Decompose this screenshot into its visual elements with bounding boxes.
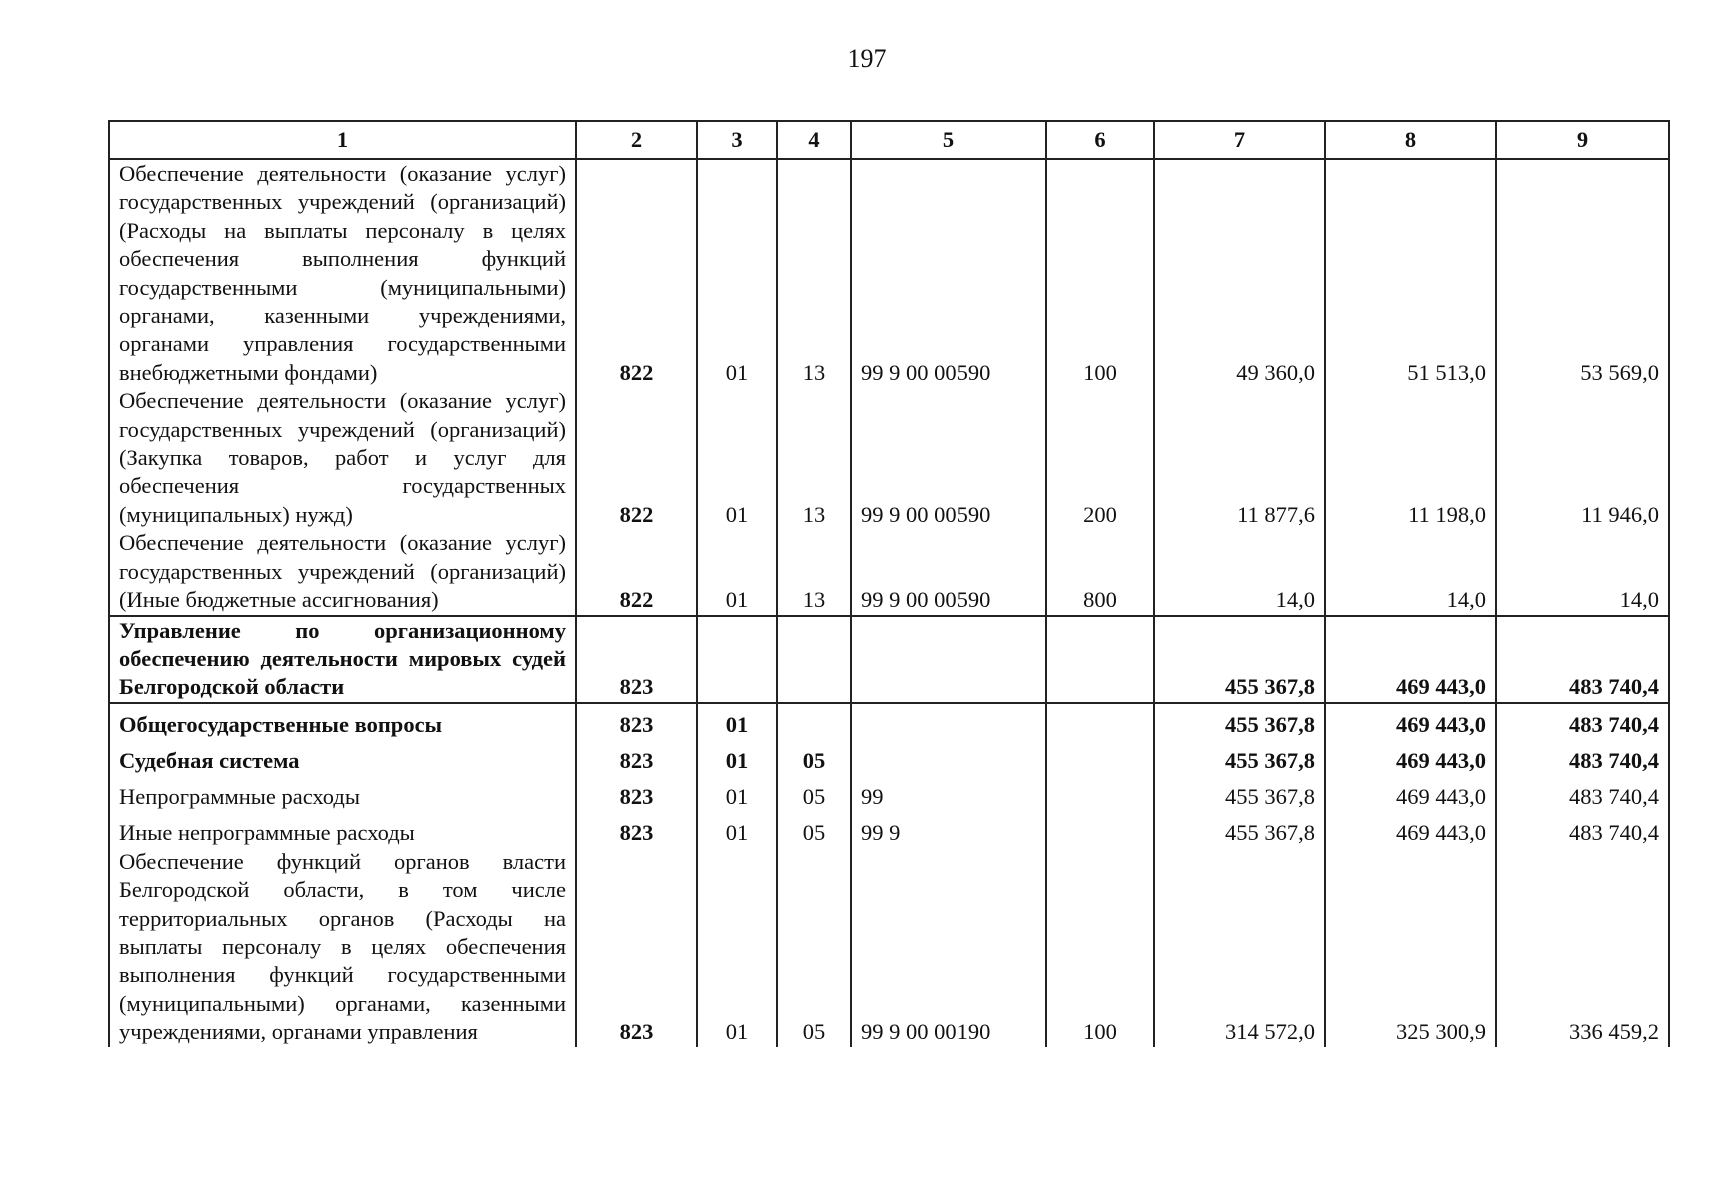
row-target-article <box>851 740 1046 776</box>
table-row <box>109 616 1669 703</box>
row-name: Непрограммные расходы <box>109 776 576 812</box>
row-expense-type <box>1046 776 1154 812</box>
row-section: 01 <box>697 529 777 615</box>
row-subsection <box>777 616 851 703</box>
row-name: Обеспечение деятельности (оказание услуг) государственных учреждений (организаций) (Иные бюджетные ассигнования) <box>109 529 576 615</box>
row-admin-code: 822 <box>576 529 697 615</box>
row-subsection: 13 <box>777 159 851 387</box>
row-admin-code: 823 <box>576 740 697 776</box>
table-row <box>109 776 1669 812</box>
table-row <box>109 387 1669 529</box>
row-subsection: 13 <box>777 387 851 529</box>
row-section: 01 <box>697 159 777 387</box>
row-name: Иные непрограммные расходы <box>109 812 576 848</box>
row-section <box>697 616 777 703</box>
row-amount-year-3: 483 740,4 <box>1496 812 1669 848</box>
header-col-9: 9 <box>1496 121 1669 159</box>
header-col-6: 6 <box>1046 121 1154 159</box>
row-expense-type: 100 <box>1046 848 1154 1047</box>
table-row <box>109 529 1669 615</box>
header-col-3: 3 <box>697 121 777 159</box>
table-row <box>109 740 1669 776</box>
row-expense-type: 200 <box>1046 387 1154 529</box>
row-amount-year-3: 14,0 <box>1496 529 1669 615</box>
row-subsection: 05 <box>777 740 851 776</box>
row-amount-year-3: 483 740,4 <box>1496 703 1669 740</box>
row-admin-code: 823 <box>576 776 697 812</box>
budget-table <box>108 120 1670 1047</box>
row-amount-year-3: 53 569,0 <box>1496 159 1669 387</box>
row-expense-type <box>1046 740 1154 776</box>
table-row <box>109 848 1669 1047</box>
row-target-article <box>851 616 1046 703</box>
row-amount-year-2: 469 443,0 <box>1325 812 1496 848</box>
row-target-article: 99 9 <box>851 812 1046 848</box>
row-amount-year-2: 469 443,0 <box>1325 740 1496 776</box>
header-col-2: 2 <box>576 121 697 159</box>
row-admin-code: 822 <box>576 159 697 387</box>
row-expense-type <box>1046 812 1154 848</box>
header-col-4: 4 <box>777 121 851 159</box>
row-section: 01 <box>697 703 777 740</box>
table-row <box>109 812 1669 848</box>
row-target-article: 99 9 00 00590 <box>851 387 1046 529</box>
row-expense-type: 100 <box>1046 159 1154 387</box>
row-amount-year-2: 14,0 <box>1325 529 1496 615</box>
table-row <box>109 159 1669 387</box>
row-admin-code: 823 <box>576 703 697 740</box>
row-section: 01 <box>697 776 777 812</box>
row-subsection: 13 <box>777 529 851 615</box>
row-admin-code: 823 <box>576 848 697 1047</box>
row-amount-year-3: 483 740,4 <box>1496 776 1669 812</box>
header-row <box>109 121 1669 159</box>
row-amount-year-2: 11 198,0 <box>1325 387 1496 529</box>
row-expense-type: 800 <box>1046 529 1154 615</box>
row-admin-code: 823 <box>576 812 697 848</box>
row-amount-year-1: 455 367,8 <box>1154 703 1325 740</box>
row-name: Судебная система <box>109 740 576 776</box>
row-amount-year-1: 455 367,8 <box>1154 616 1325 703</box>
page-number: 197 <box>847 44 887 73</box>
row-amount-year-1: 14,0 <box>1154 529 1325 615</box>
row-amount-year-2: 469 443,0 <box>1325 776 1496 812</box>
row-section: 01 <box>697 740 777 776</box>
row-amount-year-2: 469 443,0 <box>1325 703 1496 740</box>
row-target-article: 99 9 00 00190 <box>851 848 1046 1047</box>
header-col-7: 7 <box>1154 121 1325 159</box>
row-admin-code: 822 <box>576 387 697 529</box>
row-amount-year-3: 11 946,0 <box>1496 387 1669 529</box>
table-row <box>109 703 1669 740</box>
row-section: 01 <box>697 848 777 1047</box>
row-amount-year-2: 51 513,0 <box>1325 159 1496 387</box>
row-target-article <box>851 703 1046 740</box>
row-target-article: 99 9 00 00590 <box>851 529 1046 615</box>
header-col-1: 1 <box>109 121 576 159</box>
row-amount-year-2: 469 443,0 <box>1325 616 1496 703</box>
row-amount-year-1: 455 367,8 <box>1154 812 1325 848</box>
header-col-8: 8 <box>1325 121 1496 159</box>
row-amount-year-1: 49 360,0 <box>1154 159 1325 387</box>
row-name: Общегосударственные вопросы <box>109 703 576 740</box>
row-amount-year-1: 314 572,0 <box>1154 848 1325 1047</box>
row-name: Управление по организационному обеспечению деятельности мировых судей Белгородской области <box>109 616 576 703</box>
row-amount-year-3: 483 740,4 <box>1496 616 1669 703</box>
row-subsection: 05 <box>777 812 851 848</box>
row-expense-type <box>1046 616 1154 703</box>
row-name: Обеспечение функций органов власти Белгородской области, в том числе территориальных органов (Расходы на выплаты персоналу в целях обеспечения выполнения функций государственными (муниципальными) органами, казенными учреждениями, органами управления <box>109 848 576 1047</box>
row-amount-year-1: 455 367,8 <box>1154 740 1325 776</box>
row-amount-year-3: 336 459,2 <box>1496 848 1669 1047</box>
row-target-article: 99 9 00 00590 <box>851 159 1046 387</box>
row-section: 01 <box>697 387 777 529</box>
row-target-article: 99 <box>851 776 1046 812</box>
row-subsection: 05 <box>777 848 851 1047</box>
row-expense-type <box>1046 703 1154 740</box>
row-amount-year-2: 325 300,9 <box>1325 848 1496 1047</box>
row-amount-year-3: 483 740,4 <box>1496 740 1669 776</box>
row-subsection: 05 <box>777 776 851 812</box>
row-name: Обеспечение деятельности (оказание услуг) государственных учреждений (организаций) (Расходы на выплаты персоналу в целях обеспечения выполнения функций государственными (муниципальными) органами, казенными учреждениями, органами управления государственными внебюджетными фондами) <box>109 159 576 387</box>
row-section: 01 <box>697 812 777 848</box>
row-name: Обеспечение деятельности (оказание услуг) государственных учреждений (организаций) (Закупка товаров, работ и услуг для обеспечения государственных (муниципальных) нужд) <box>109 387 576 529</box>
row-amount-year-1: 455 367,8 <box>1154 776 1325 812</box>
row-subsection <box>777 703 851 740</box>
row-amount-year-1: 11 877,6 <box>1154 387 1325 529</box>
header-col-5: 5 <box>851 121 1046 159</box>
row-admin-code: 823 <box>576 616 697 703</box>
